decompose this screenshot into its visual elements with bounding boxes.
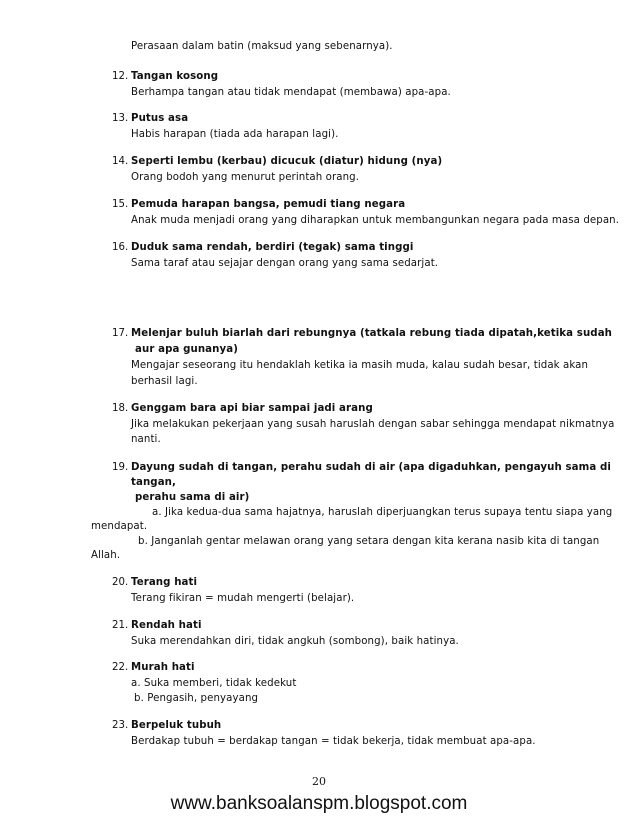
entry-meaning: b. Janganlah gentar melawan orang yang setara dengan kita kerana nasib kita di tangan — [138, 536, 600, 547]
entry-meaning: b. Pengasih, penyayang — [134, 693, 259, 704]
entry-meaning: a. Suka memberi, tidak kedekut — [131, 678, 297, 689]
entry-meaning: Jika melakukan pekerjaan yang susah haruslah dengan sabar sehingga mendapat nikmatnya — [131, 419, 615, 430]
entry-number: 22. — [112, 662, 129, 673]
entry-meaning: Terang fikiran = mudah mengerti (belajar). — [131, 593, 355, 604]
entry-number: 20. — [112, 577, 129, 588]
entry-number: 16. — [112, 242, 129, 253]
entry-term: Rendah hati — [131, 620, 202, 631]
entry-meaning: Berdakap tubuh = berdakap tangan = tidak bekerja, tidak membuat apa-apa. — [131, 736, 536, 747]
entry-term: Tangan kosong — [131, 71, 219, 82]
entry-term: Genggam bara api biar sampai jadi arang — [131, 403, 373, 414]
entry-term: Pemuda harapan bangsa, pemudi tiang negara — [131, 199, 406, 210]
entry-number: 12. — [112, 71, 129, 82]
entry-number: 15. — [112, 199, 129, 210]
entry-term: Duduk sama rendah, berdiri (tegak) sama tinggi — [131, 242, 414, 253]
entry-meaning: a. Jika kedua-dua sama hajatnya, haruslah diperjuangkan terus supaya tentu siapa yang — [152, 507, 613, 518]
entry-meaning: Sama taraf atau sejajar dengan orang yang sama sedarjat. — [131, 258, 439, 269]
entry-meaning: Berhampa tangan atau tidak mendapat (membawa) apa-apa. — [131, 87, 451, 98]
entry-number: 14. — [112, 156, 129, 167]
entry-term: Dayung sudah di tangan, perahu sudah di air (apa digaduhkan, pengayuh sama di — [131, 462, 611, 473]
intro-line: Perasaan dalam batin (maksud yang sebenarnya). — [131, 41, 393, 52]
footer-url: www.banksoalanspm.blogspot.com — [170, 793, 468, 814]
entry-meaning: Allah. — [91, 550, 121, 561]
entry-term: Melenjar buluh biarlah dari rebungnya (tatkala rebung tiada dipatah,ketika sudah — [131, 328, 613, 339]
entry-term-continued: tangan, — [131, 477, 176, 488]
entry-term: Murah hati — [131, 662, 195, 673]
entry-term-continued: aur apa gunanya) — [135, 344, 238, 355]
entry-term: Putus asa — [131, 113, 189, 124]
entry-number: 17. — [112, 328, 129, 339]
entry-meaning: mendapat. — [91, 521, 148, 532]
entry-meaning: Habis harapan (tiada ada harapan lagi). — [131, 129, 339, 140]
entry-meaning: nanti. — [131, 434, 161, 445]
entry-number: 13. — [112, 113, 129, 124]
entry-term: Berpeluk tubuh — [131, 720, 222, 731]
entry-meaning: berhasil lagi. — [131, 376, 198, 387]
entry-number: 21. — [112, 620, 129, 631]
entry-meaning: Orang bodoh yang menurut perintah orang. — [131, 172, 360, 183]
entry-number: 23. — [112, 720, 129, 731]
entry-number: 18. — [112, 403, 129, 414]
entry-number: 19. — [112, 462, 129, 473]
page-number: 20 — [312, 775, 326, 788]
entry-term: Terang hati — [131, 577, 198, 588]
entry-meaning: Mengajar seseorang itu hendaklah ketika ia masih muda, kalau sudah besar, tidak akan — [131, 360, 589, 371]
entry-term: Seperti lembu (kerbau) dicucuk (diatur) hidung (nya) — [131, 156, 443, 167]
entry-term-continued: perahu sama di air) — [135, 492, 250, 503]
entry-meaning: Anak muda menjadi orang yang diharapkan untuk membangunkan negara pada masa depan. — [131, 215, 620, 226]
entry-meaning: Suka merendahkan diri, tidak angkuh (sombong), baik hatinya. — [131, 636, 459, 647]
